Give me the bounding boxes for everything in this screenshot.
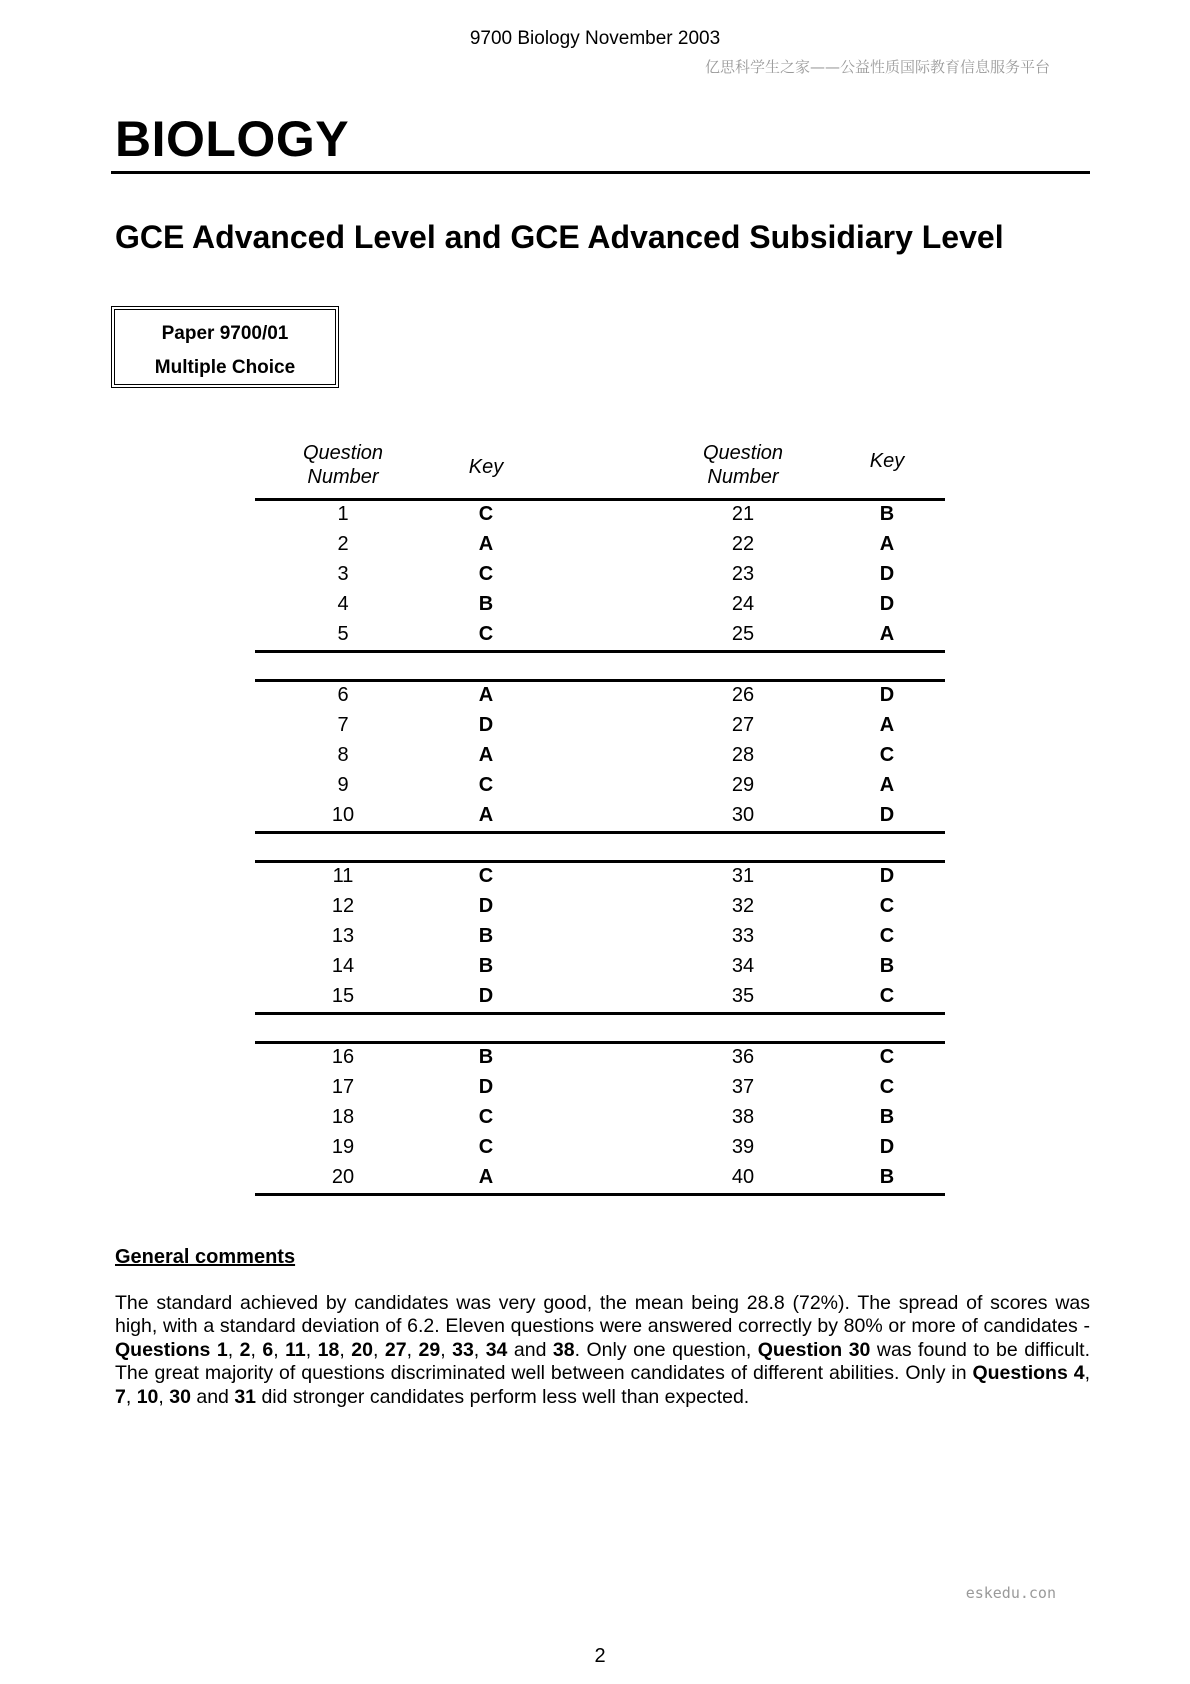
- table-row: [0, 529, 1190, 559]
- header-key-right: Key: [869, 450, 905, 472]
- page-title: BIOLOGY: [115, 111, 350, 167]
- bold-question-reference: 38: [552, 1338, 575, 1361]
- table-row: [0, 770, 1190, 800]
- answer-key: C: [879, 1046, 895, 1068]
- question-number: 19: [331, 1136, 355, 1158]
- question-number: 10: [331, 804, 355, 826]
- bold-question-reference: 30: [169, 1385, 191, 1408]
- table-row: [0, 981, 1190, 1011]
- table-row: [0, 921, 1190, 951]
- answer-key: B: [879, 1166, 895, 1188]
- question-number: 34: [731, 955, 755, 977]
- bold-question-reference: 11: [285, 1338, 306, 1361]
- answer-key: A: [879, 714, 895, 736]
- comment-text: ,: [372, 1338, 385, 1361]
- comment-text: . Only one question,: [574, 1338, 758, 1361]
- table-row: [0, 1132, 1190, 1162]
- table-row: [0, 861, 1190, 891]
- answer-key: D: [879, 593, 895, 615]
- answer-key: D: [879, 804, 895, 826]
- answer-key: C: [478, 1136, 494, 1158]
- answer-key: A: [478, 684, 494, 706]
- question-number: 7: [337, 714, 349, 736]
- answer-key: A: [478, 1166, 494, 1188]
- answer-key: C: [879, 895, 895, 917]
- question-number: 12: [331, 895, 355, 917]
- answer-key: C: [879, 925, 895, 947]
- question-number: 38: [731, 1106, 755, 1128]
- answer-key: B: [478, 593, 494, 615]
- question-number: 17: [331, 1076, 355, 1098]
- question-number: 18: [331, 1106, 355, 1128]
- bold-question-reference: 6: [262, 1338, 274, 1361]
- answer-key: C: [478, 1106, 494, 1128]
- question-number: 2: [337, 533, 349, 555]
- answer-key: A: [478, 533, 494, 555]
- header-question-text: Question: [702, 442, 784, 464]
- comment-text: ,: [406, 1338, 419, 1361]
- title-underline: [111, 171, 1090, 174]
- question-number: 6: [337, 684, 349, 706]
- table-row: [0, 740, 1190, 770]
- answer-key: C: [879, 985, 895, 1007]
- answer-key: C: [478, 503, 494, 525]
- question-number: 23: [731, 563, 755, 585]
- answer-key: A: [879, 533, 895, 555]
- question-number: 35: [731, 985, 755, 1007]
- answer-key: A: [879, 623, 895, 645]
- question-number: 40: [731, 1166, 755, 1188]
- table-row: [0, 1162, 1190, 1192]
- bold-question-reference: Questions 4: [972, 1362, 1085, 1385]
- bottom-watermark: eskedu.con: [965, 1584, 1056, 1602]
- question-number: 36: [731, 1046, 755, 1068]
- question-number: 22: [731, 533, 755, 555]
- table-row: [0, 1102, 1190, 1132]
- table-row: [0, 891, 1190, 921]
- answer-key: D: [879, 865, 895, 887]
- answer-key: A: [478, 804, 494, 826]
- table-row: [0, 951, 1190, 981]
- paper-info-box: [111, 306, 339, 388]
- question-number: 31: [731, 865, 755, 887]
- answer-key: C: [478, 774, 494, 796]
- table-row: [0, 589, 1190, 619]
- answer-key: C: [478, 623, 494, 645]
- answer-key: D: [478, 895, 494, 917]
- answer-key: B: [478, 1046, 494, 1068]
- comments-paragraph: [115, 1292, 1090, 1409]
- question-number: 32: [731, 895, 755, 917]
- question-number: 5: [337, 623, 349, 645]
- question-number: 16: [331, 1046, 355, 1068]
- comment-text: ,: [339, 1338, 352, 1361]
- page-subtitle: GCE Advanced Level and GCE Advanced Subsidiary Level: [115, 219, 1004, 255]
- bold-question-reference: 7: [115, 1385, 126, 1408]
- comment-text: and: [190, 1385, 235, 1408]
- question-number: 11: [332, 865, 354, 887]
- header-question-number-left: [283, 441, 403, 489]
- bold-question-reference: Questions 1: [115, 1338, 228, 1361]
- header-question-text: Question: [302, 442, 384, 464]
- answer-key: D: [478, 985, 494, 1007]
- answer-key: C: [879, 1076, 895, 1098]
- comment-text: ,: [158, 1385, 170, 1408]
- answer-key: B: [879, 1106, 895, 1128]
- table-row: [0, 619, 1190, 649]
- question-number: 28: [731, 744, 755, 766]
- bold-question-reference: 34: [485, 1338, 508, 1361]
- question-number: 27: [731, 714, 755, 736]
- question-number: 3: [337, 563, 349, 585]
- question-number: 37: [731, 1076, 755, 1098]
- answer-key: D: [478, 1076, 494, 1098]
- question-number: 1: [337, 503, 349, 525]
- question-number: 30: [731, 804, 755, 826]
- answer-key: B: [478, 925, 494, 947]
- table-rule: [255, 831, 945, 834]
- comment-text: ,: [273, 1338, 286, 1361]
- comment-text: ,: [305, 1338, 318, 1361]
- question-number: 4: [337, 593, 349, 615]
- table-row: [0, 1072, 1190, 1102]
- paper-type: Multiple Choice: [154, 357, 296, 378]
- comment-text: and: [507, 1338, 553, 1361]
- header-key-left: Key: [468, 456, 504, 478]
- bold-question-reference: 33: [452, 1338, 474, 1361]
- answer-key: C: [879, 744, 895, 766]
- question-number: 15: [331, 985, 355, 1007]
- answer-key: A: [478, 744, 494, 766]
- bold-question-reference: 20: [351, 1338, 373, 1361]
- answer-key: D: [879, 1136, 895, 1158]
- bold-question-reference: 31: [234, 1385, 257, 1408]
- bold-question-reference: 27: [384, 1338, 407, 1361]
- bold-question-reference: Question 30: [757, 1338, 871, 1361]
- answer-key: C: [478, 563, 494, 585]
- bold-question-reference: 29: [418, 1338, 441, 1361]
- comments-heading: General comments: [115, 1246, 296, 1268]
- paper-code: Paper 9700/01: [161, 323, 289, 344]
- question-number: 33: [731, 925, 755, 947]
- comment-text: was found to be difficult. The great majority of questions discriminated well between candidates of different abilities. Only in: [115, 1338, 1090, 1385]
- table-row: [0, 710, 1190, 740]
- document-header: 9700 Biology November 2003: [469, 28, 721, 49]
- question-number: 24: [731, 593, 755, 615]
- question-number: 8: [337, 744, 349, 766]
- answer-key: A: [879, 774, 895, 796]
- table-row: [0, 800, 1190, 830]
- comment-text: ,: [250, 1338, 263, 1361]
- answer-key: B: [879, 503, 895, 525]
- table-row: [0, 559, 1190, 589]
- answer-key: B: [879, 955, 895, 977]
- question-number: 26: [731, 684, 755, 706]
- table-rule: [255, 1193, 945, 1196]
- question-number: 29: [731, 774, 755, 796]
- top-watermark: 亿思科学生之家——公益性质国际教育信息服务平台: [704, 58, 1050, 76]
- answer-key: D: [478, 714, 494, 736]
- comment-text: ,: [125, 1385, 137, 1408]
- comment-text: The standard achieved by candidates was very good, the mean being 28.8 (72%). The spread of scores was high, with a standard deviation of 6.2. Eleven questions were answered correctly by 80% or more of candidates -: [115, 1292, 1090, 1338]
- answer-key: B: [478, 955, 494, 977]
- question-number: 25: [731, 623, 755, 645]
- bold-question-reference: 2: [239, 1338, 251, 1361]
- bold-question-reference: 10: [136, 1385, 159, 1408]
- answer-key: C: [478, 865, 494, 887]
- question-number: 20: [331, 1166, 355, 1188]
- header-question-number-right: [683, 441, 803, 489]
- header-number-text: Number: [307, 466, 379, 488]
- comment-text: ,: [1084, 1362, 1090, 1385]
- answer-key: D: [879, 684, 895, 706]
- comment-text: ,: [440, 1338, 453, 1361]
- answer-key: D: [879, 563, 895, 585]
- page-number: 2: [594, 1645, 606, 1667]
- table-rule: [255, 1012, 945, 1015]
- bold-question-reference: 18: [317, 1338, 340, 1361]
- table-rule: [255, 650, 945, 653]
- question-number: 14: [331, 955, 355, 977]
- question-number: 9: [337, 774, 349, 796]
- table-row: [0, 680, 1190, 710]
- question-number: 21: [731, 503, 755, 525]
- comment-text: did stronger candidates perform less well than expected.: [256, 1385, 750, 1408]
- question-number: 39: [731, 1136, 755, 1158]
- table-row: [0, 499, 1190, 529]
- table-row: [0, 1042, 1190, 1072]
- comment-text: ,: [473, 1338, 486, 1361]
- header-number-text: Number: [707, 466, 779, 488]
- question-number: 13: [331, 925, 355, 947]
- comment-text: ,: [227, 1338, 240, 1361]
